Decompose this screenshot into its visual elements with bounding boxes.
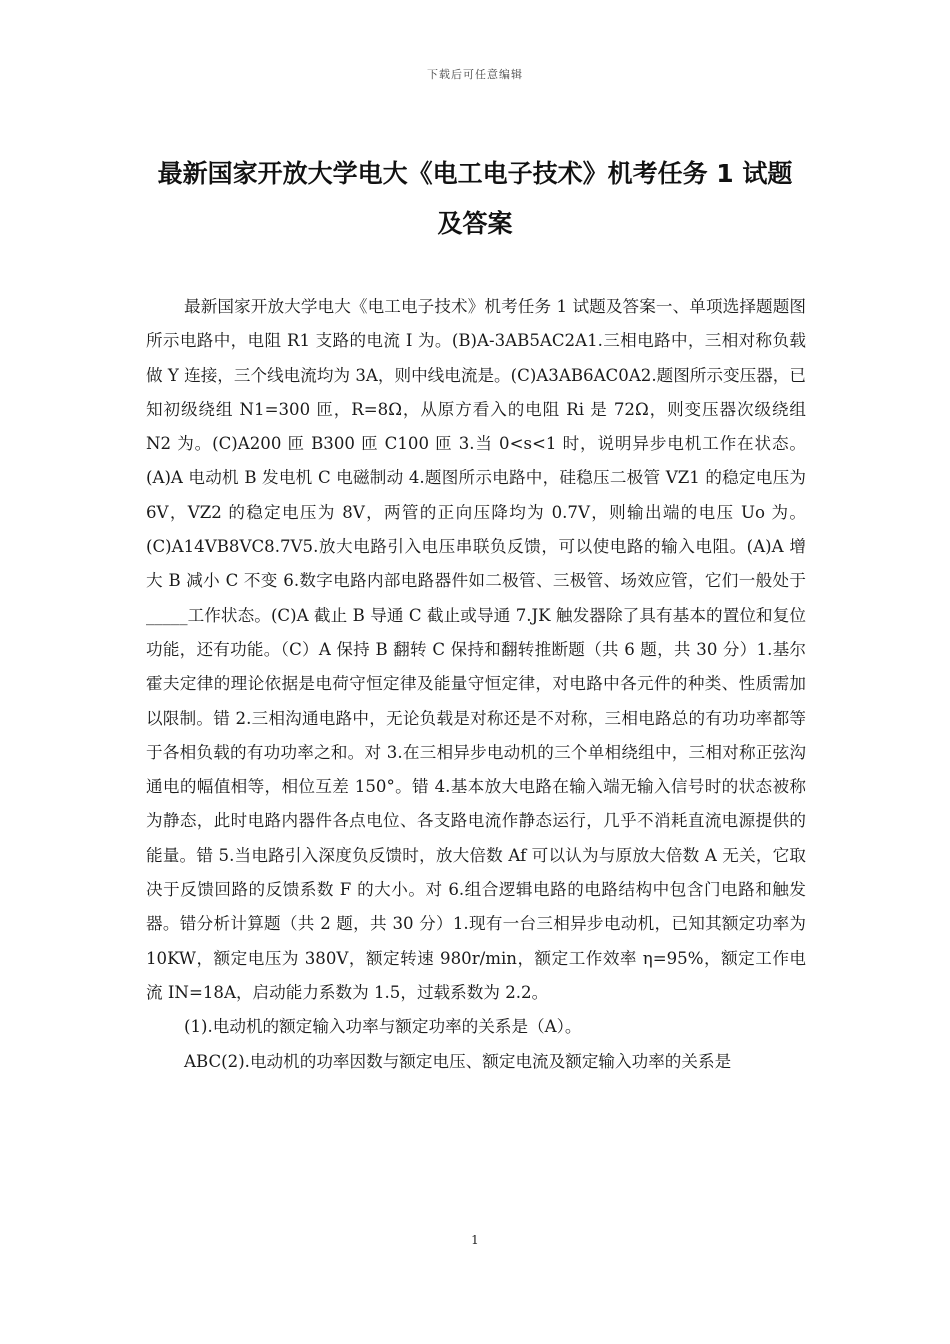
document-title-line1: 最新国家开放大学电大《电工电子技术》机考任务 1 试题 bbox=[157, 159, 793, 188]
document-title-line2: 及答案 bbox=[437, 209, 513, 238]
body-paragraph-3: ABC(2).电动机的功率因数与额定电压、额定电流及额定输入功率的关系是 bbox=[184, 1051, 732, 1071]
body-paragraph-1: 最新国家开放大学电大《电工电子技术》机考任务 1 试题及答案一、单项选择题题图所示电路中，电阻 R1 支路的电流 I 为。(B)A-3AB5AC2A1.三相电路中，三相对称负载做 Y 连接，三个线电流均为 3A，则中线电流是。(C)A3AB6AC0A2.题图所示变压器，已知初级绕组 N1=300 匝，R=8Ω，从原方看入的电阻 Ri 是 72Ω，则变压器次级绕组 N2 为。(C)A200 匝 B300 匝 C100 匝 3.当 0<s<1 时，说明异步电机工作在状态。(A)A 电动机 B 发电机 C 电磁制动 4.题图所示电路中，硅稳压二极管 VZ1 的稳定电压为 6V，VZ2 的稳定电压为 8V，两管的正向压降均为 0.7V，则输出端的电压 Uo 为。(C)A14VB8VC8.7V5.放大电路引入电压串联负反馈，可以使电路的输入电阻。(A)A 增大 B 减小 C 不变 6.数字电路内部电路器件如二极管、三极管、场效应管，它们一般处于_____工作状态。(C)A 截止 B 导通 C 截止或导通 7.JK 触发器除了具有基本的置位和复位功能，还有功能。（C）A 保持 B 翻转 C 保持和翻转推断题（共 6 题，共 30 分）1.基尔霍夫定律的理论依据是电荷守恒定律及能量守恒定律，对电路中各元件的种类、性质需加以限制。错 2.三相沟通电路中，无论负载是对称还是不对称，三相电路总的有功功率都等于各相负载的有功功率之和。对 3.在三相异步电动机的三个单相绕组中，三相对称正弦沟通电的幅值相等，相位互差 150°。错 4.基本放大电路在输入端无输入信号时的状态被称为静态，此时电路内器件各点电位、各支路电流作静态运行，几乎不消耗直流电源提供的能量。错 5.当电路引入深度负反馈时，放大倍数 Af 可以认为与原放大倍数 A 无关，它取决于反馈回路的反馈系数 F 的大小。对 6.组合逻辑电路的电路结构中包含门电路和触发器。错分析计算题（共 2 题，共 30 分）1.现有一台三相异步电动机，已知其额定功率为 10KW，额定电压为 380V，额定转速 980r/min，额定工作效率 η=95%，额定工作电流 IN=18A，启动能力系数为 1.5，过载系数为 2.2。 bbox=[146, 297, 806, 1002]
body-paragraph-2: (1).电动机的额定输入功率与额定功率的关系是（A）。 bbox=[184, 1017, 582, 1037]
document-body bbox=[146, 290, 806, 1079]
page-header-note: 下载后可任意编辑 bbox=[427, 68, 523, 81]
page-number: 1 bbox=[471, 1233, 479, 1247]
